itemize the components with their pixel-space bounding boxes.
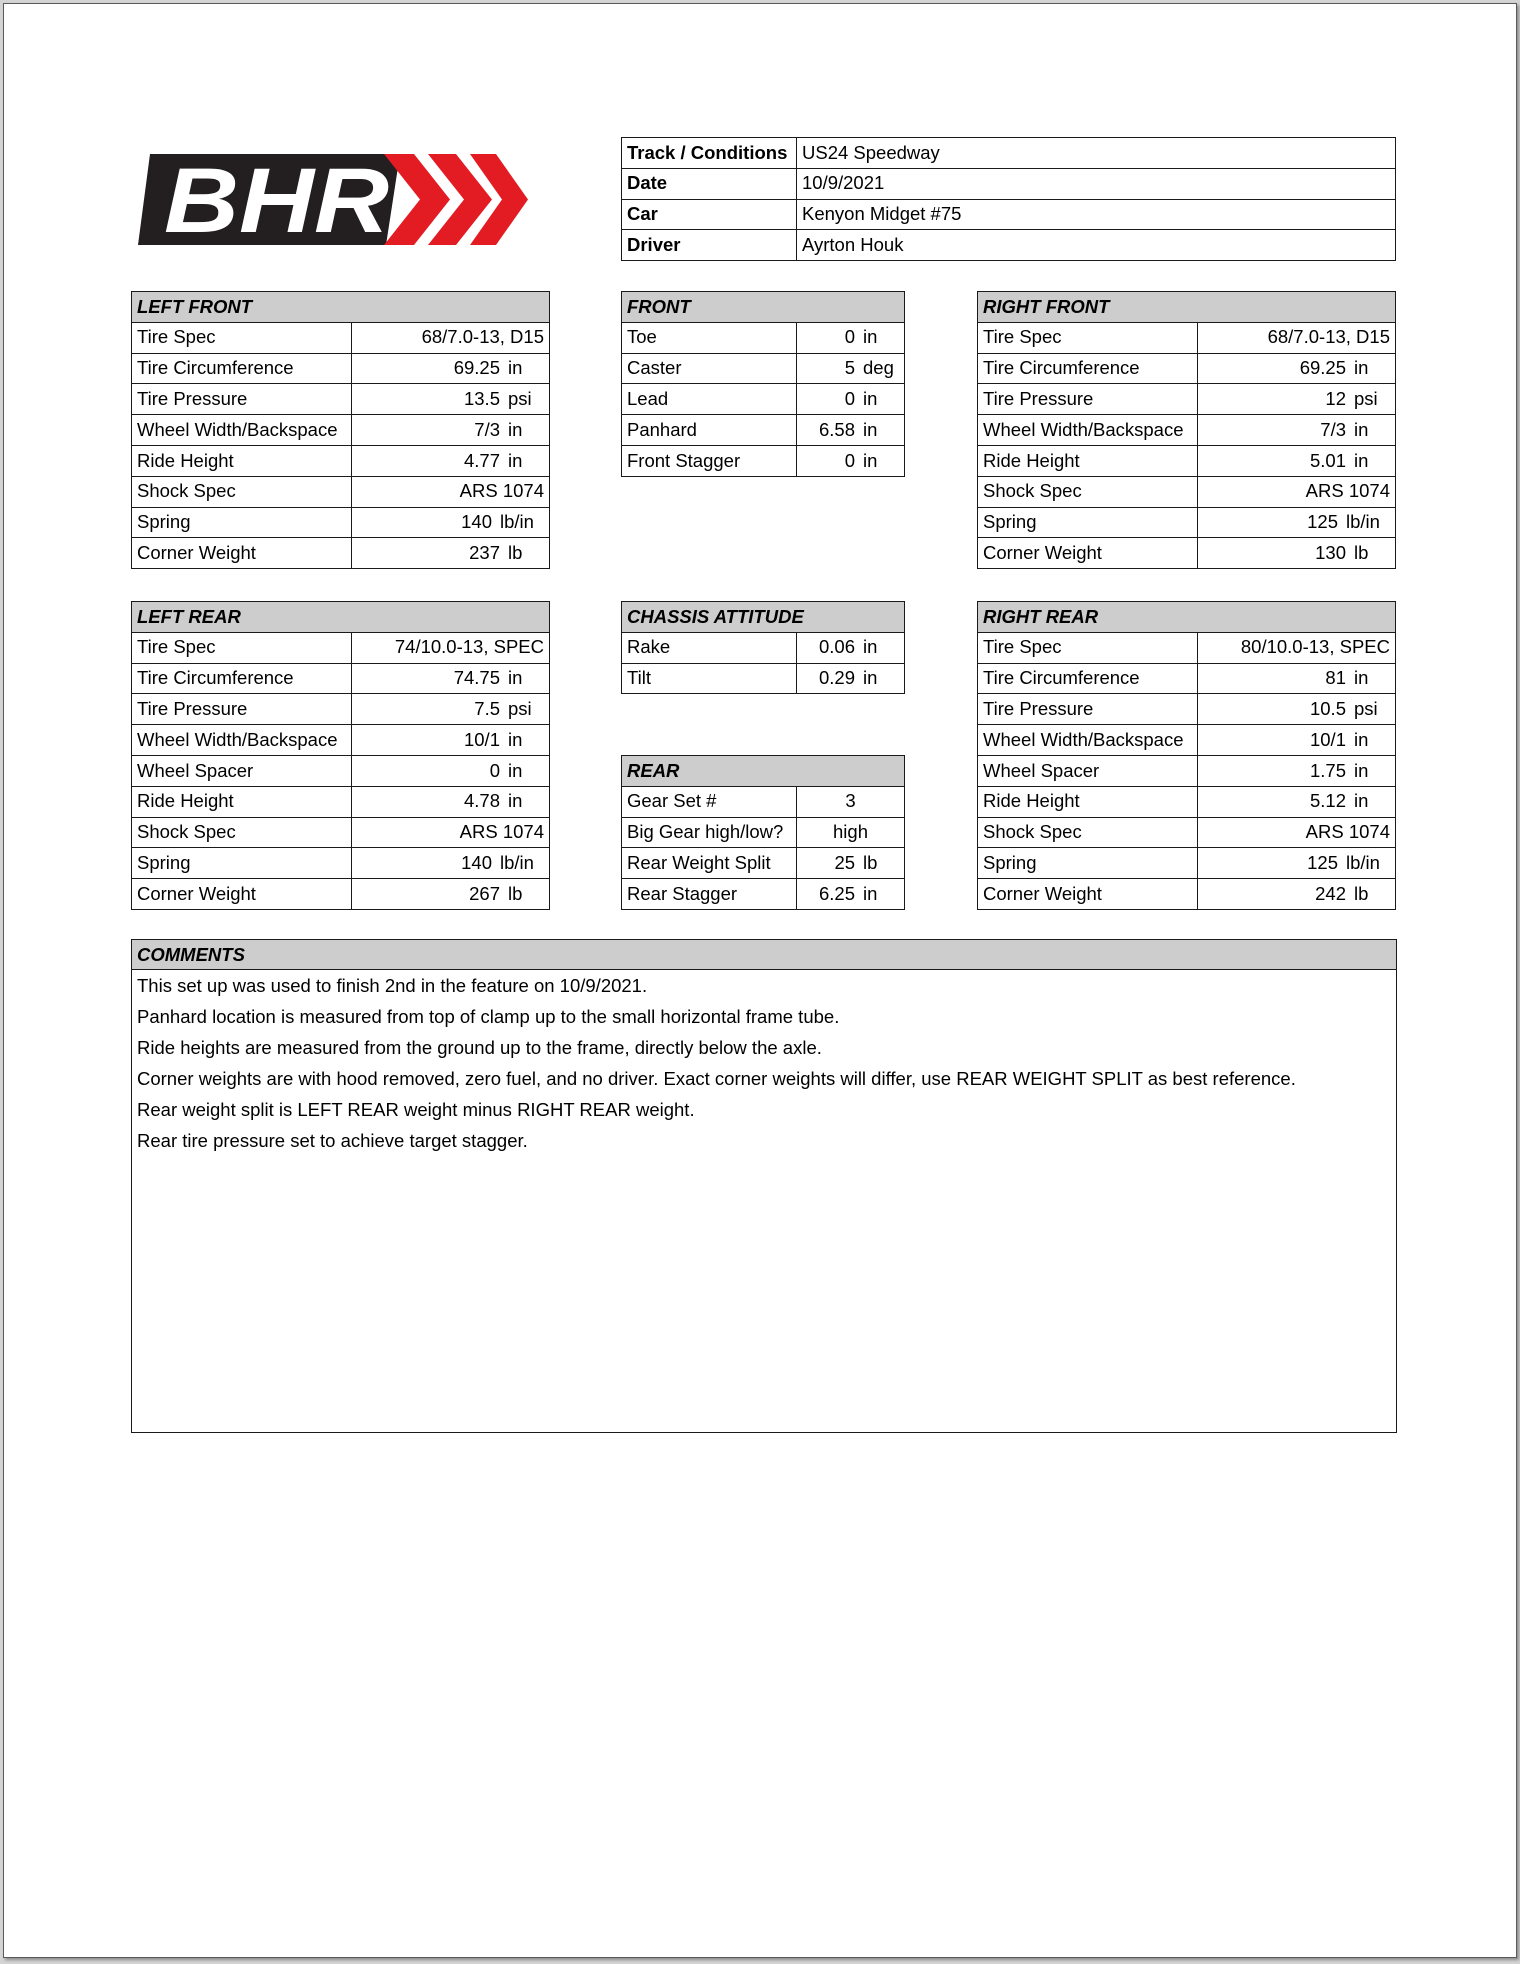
row-label: Big Gear high/low?	[622, 817, 797, 848]
row-value-cell	[797, 445, 905, 476]
row-label: Spring	[132, 507, 352, 538]
table-row	[132, 879, 550, 910]
row-value-cell	[797, 786, 905, 817]
table-row	[978, 694, 1396, 725]
row-unit: in	[863, 667, 878, 689]
table-row	[978, 538, 1396, 569]
row-value: 80/10.0-13, SPEC	[1240, 636, 1390, 658]
table-row	[622, 322, 905, 353]
row-value: 10/1	[1309, 728, 1346, 750]
row-label: Wheel Width/Backspace	[132, 415, 352, 446]
info-label: Car	[622, 199, 797, 230]
row-label: Panhard	[622, 415, 797, 446]
rear-header: REAR	[622, 756, 905, 787]
row-label: Wheel Width/Backspace	[978, 725, 1198, 756]
table-row	[978, 786, 1396, 817]
comments-body	[132, 970, 1396, 1156]
row-value: 0.29	[818, 667, 855, 689]
row-unit: in	[863, 418, 878, 440]
info-table	[621, 137, 1396, 261]
row-value-cell	[797, 663, 905, 694]
row-value-cell	[1198, 322, 1396, 353]
row-value: 140	[461, 511, 492, 533]
row-label: Wheel Width/Backspace	[132, 725, 352, 756]
row-label: Wheel Spacer	[132, 755, 352, 786]
row-value-cell	[1198, 817, 1396, 848]
table-row	[978, 632, 1396, 663]
table-row	[978, 384, 1396, 415]
row-unit: in	[508, 728, 523, 750]
table-row	[622, 445, 905, 476]
row-value: 7.5	[474, 698, 500, 720]
table-row	[978, 848, 1396, 879]
row-label: Corner Weight	[978, 879, 1198, 910]
table-row	[978, 879, 1396, 910]
chassis-attitude-table	[621, 601, 905, 694]
row-label: Spring	[132, 848, 352, 879]
row-unit: lb	[863, 852, 878, 874]
row-value-cell	[352, 725, 550, 756]
row-value: 125	[1307, 852, 1338, 874]
table-row	[132, 663, 550, 694]
front-header: FRONT	[622, 292, 905, 323]
row-value-cell	[797, 353, 905, 384]
row-value-cell	[352, 538, 550, 569]
row-value: ARS 1074	[1305, 480, 1390, 502]
table-row	[622, 415, 905, 446]
row-label: Tire Pressure	[132, 384, 352, 415]
row-label: Rake	[622, 632, 797, 663]
row-value-cell	[352, 663, 550, 694]
comment-line: Corner weights are with hood removed, zero fuel, and no driver. Exact corner weights will differ, use REAR WEIGHT SPLIT as best reference.	[137, 1068, 1296, 1089]
row-unit: in	[508, 418, 523, 440]
info-row	[622, 199, 1396, 230]
row-value: 5	[844, 357, 855, 379]
row-label: Caster	[622, 353, 797, 384]
table-row	[132, 725, 550, 756]
info-row	[622, 138, 1396, 169]
row-label: Corner Weight	[132, 879, 352, 910]
row-value: 0.06	[818, 636, 855, 658]
row-value: 74/10.0-13, SPEC	[394, 636, 544, 658]
svg-text:BHR: BHR	[164, 154, 389, 245]
row-label: Ride Height	[132, 445, 352, 476]
table-row	[978, 663, 1396, 694]
row-unit: in	[863, 388, 878, 410]
row-value-cell	[797, 632, 905, 663]
bhr-logo	[138, 154, 528, 245]
row-unit: in	[863, 326, 878, 348]
row-value: 6.58	[818, 418, 855, 440]
table-row	[622, 786, 905, 817]
row-value-cell	[352, 445, 550, 476]
row-value: 0	[844, 449, 855, 471]
row-label: Corner Weight	[978, 538, 1198, 569]
table-row	[132, 445, 550, 476]
row-value-cell	[797, 817, 905, 848]
row-value: ARS 1074	[459, 821, 544, 843]
row-unit: in	[1354, 667, 1369, 689]
row-unit: in	[1354, 357, 1369, 379]
row-label: Corner Weight	[132, 538, 352, 569]
table-row	[622, 879, 905, 910]
row-value: 10/1	[463, 728, 500, 750]
table-row	[978, 817, 1396, 848]
table-row	[622, 384, 905, 415]
row-value-cell	[797, 879, 905, 910]
row-value-cell	[352, 817, 550, 848]
row-unit: in	[508, 357, 523, 379]
row-unit: in	[508, 667, 523, 689]
row-value-cell	[1198, 879, 1396, 910]
row-unit: in	[863, 636, 878, 658]
row-unit: in	[863, 882, 878, 904]
row-value-cell	[1198, 415, 1396, 446]
row-unit: psi	[508, 388, 532, 410]
table-row	[132, 322, 550, 353]
row-label: Toe	[622, 322, 797, 353]
table-row	[132, 353, 550, 384]
row-value: 140	[461, 852, 492, 874]
table-row	[132, 786, 550, 817]
row-label: Tilt	[622, 663, 797, 694]
row-label: Tire Circumference	[978, 663, 1198, 694]
row-value-cell	[797, 322, 905, 353]
comment-line: Ride heights are measured from the ground up to the frame, directly below the axle.	[137, 1037, 822, 1058]
row-unit: lb	[1354, 882, 1369, 904]
row-label: Tire Spec	[978, 322, 1198, 353]
row-label: Spring	[978, 848, 1198, 879]
row-value: 69.25	[1299, 357, 1346, 379]
row-unit: in	[1354, 759, 1369, 781]
row-value: 6.25	[819, 882, 856, 904]
table-row	[132, 817, 550, 848]
row-value-cell	[1198, 663, 1396, 694]
row-value: 12	[1325, 388, 1346, 410]
row-unit: psi	[508, 698, 532, 720]
comment-line: Rear weight split is LEFT REAR weight minus RIGHT REAR weight.	[137, 1099, 695, 1120]
row-value-cell	[352, 786, 550, 817]
row-value: 4.78	[463, 790, 500, 812]
row-label: Shock Spec	[132, 817, 352, 848]
row-value: 74.75	[453, 667, 500, 689]
info-label: Driver	[622, 230, 797, 261]
row-value: 25	[834, 852, 856, 874]
row-label: Tire Spec	[132, 322, 352, 353]
right-rear-table	[977, 601, 1396, 910]
row-unit: psi	[1354, 388, 1378, 410]
table-row	[132, 476, 550, 507]
table-row	[978, 755, 1396, 786]
row-unit: lb	[508, 542, 523, 564]
info-row	[622, 230, 1396, 261]
row-value: 4.77	[463, 449, 500, 471]
row-value-cell	[1198, 725, 1396, 756]
row-value-cell	[1198, 538, 1396, 569]
row-label: Spring	[978, 507, 1198, 538]
row-value: 68/7.0-13, D15	[1267, 326, 1390, 348]
row-value: 130	[1315, 542, 1346, 564]
row-value-cell	[1198, 476, 1396, 507]
row-value: ARS 1074	[459, 480, 544, 502]
row-unit: lb/in	[1346, 511, 1380, 533]
comment-line: This set up was used to finish 2nd in the feature on 10/9/2021.	[137, 975, 648, 996]
row-label: Tire Spec	[132, 632, 352, 663]
row-value-cell	[352, 694, 550, 725]
table-row	[132, 538, 550, 569]
row-value-cell	[1198, 445, 1396, 476]
table-row	[978, 415, 1396, 446]
right-front-header: RIGHT FRONT	[978, 292, 1396, 323]
row-value: 7/3	[474, 418, 500, 440]
info-label: Track / Conditions	[622, 138, 797, 169]
table-row	[978, 322, 1396, 353]
table-row	[978, 507, 1396, 538]
table-row	[622, 632, 905, 663]
row-value-cell	[352, 755, 550, 786]
table-row	[132, 415, 550, 446]
table-row	[978, 725, 1396, 756]
right-rear-header: RIGHT REAR	[978, 602, 1396, 633]
row-unit: lb/in	[1346, 852, 1380, 874]
row-unit: in	[508, 759, 523, 781]
row-value: 125	[1307, 511, 1338, 533]
row-label: Tire Circumference	[132, 663, 352, 694]
row-value-cell	[352, 384, 550, 415]
row-label: Ride Height	[132, 786, 352, 817]
row-unit: in	[1354, 790, 1369, 812]
table-row	[978, 445, 1396, 476]
row-label: Shock Spec	[132, 476, 352, 507]
row-value: 1.75	[1309, 759, 1346, 781]
row-value: 69.25	[453, 357, 500, 379]
row-value: 13.5	[463, 388, 500, 410]
row-label: Front Stagger	[622, 445, 797, 476]
row-unit: in	[1354, 728, 1369, 750]
row-value: 5.01	[1309, 449, 1346, 471]
table-row	[132, 507, 550, 538]
row-value-cell	[1198, 694, 1396, 725]
info-value: 10/9/2021	[797, 168, 1396, 199]
row-label: Tire Pressure	[978, 384, 1198, 415]
row-label: Rear Weight Split	[622, 848, 797, 879]
table-row	[622, 353, 905, 384]
row-value: 3	[845, 790, 856, 812]
row-label: Lead	[622, 384, 797, 415]
row-unit: lb/in	[500, 852, 534, 874]
row-value: 10.5	[1309, 698, 1346, 720]
info-row	[622, 168, 1396, 199]
right-front-table	[977, 291, 1396, 569]
row-unit: lb	[1354, 542, 1369, 564]
row-unit: in	[508, 790, 523, 812]
info-value: Ayrton Houk	[797, 230, 1396, 261]
row-value: 0	[844, 388, 855, 410]
comments-box	[131, 939, 1397, 1433]
table-row	[622, 817, 905, 848]
row-value-cell	[352, 415, 550, 446]
row-value-cell	[352, 353, 550, 384]
row-value: 0	[489, 759, 500, 781]
row-value: 7/3	[1320, 418, 1346, 440]
row-value: 0	[844, 326, 855, 348]
left-front-table	[131, 291, 550, 569]
row-unit: in	[1354, 418, 1369, 440]
row-value-cell	[1198, 755, 1396, 786]
row-unit: lb	[508, 882, 523, 904]
row-label: Tire Circumference	[132, 353, 352, 384]
row-value-cell	[1198, 786, 1396, 817]
row-value-cell	[352, 507, 550, 538]
row-value: ARS 1074	[1305, 821, 1390, 843]
table-row	[132, 848, 550, 879]
info-label: Date	[622, 168, 797, 199]
row-unit: psi	[1354, 698, 1378, 720]
row-label: Gear Set #	[622, 786, 797, 817]
left-rear-header: LEFT REAR	[132, 602, 550, 633]
row-value: 68/7.0-13, D15	[421, 326, 544, 348]
table-row	[978, 353, 1396, 384]
row-value-cell	[352, 476, 550, 507]
row-label: Shock Spec	[978, 817, 1198, 848]
row-value-cell	[352, 632, 550, 663]
row-unit: deg	[863, 357, 894, 379]
row-value-cell	[797, 848, 905, 879]
row-value-cell	[1198, 848, 1396, 879]
row-label: Tire Circumference	[978, 353, 1198, 384]
row-value-cell	[352, 322, 550, 353]
row-value-cell	[1198, 384, 1396, 415]
row-value: high	[833, 821, 868, 843]
row-label: Wheel Spacer	[978, 755, 1198, 786]
row-value: 267	[469, 882, 500, 904]
chassis-attitude-header: CHASSIS ATTITUDE	[622, 602, 905, 633]
document-page	[3, 3, 1517, 1958]
table-row	[132, 384, 550, 415]
comment-line: Panhard location is measured from top of clamp up to the small horizontal frame tube.	[137, 1006, 840, 1027]
row-value-cell	[352, 848, 550, 879]
row-value-cell	[1198, 632, 1396, 663]
info-value: Kenyon Midget #75	[797, 199, 1396, 230]
table-row	[622, 663, 905, 694]
row-unit: in	[508, 449, 523, 471]
table-row	[978, 476, 1396, 507]
row-label: Ride Height	[978, 786, 1198, 817]
row-value: 5.12	[1309, 790, 1346, 812]
table-row	[622, 848, 905, 879]
row-value-cell	[1198, 507, 1396, 538]
comment-line: Rear tire pressure set to achieve target stagger.	[137, 1130, 528, 1151]
row-value: 242	[1315, 882, 1346, 904]
row-value: 81	[1325, 667, 1346, 689]
rear-table	[621, 755, 905, 910]
row-value-cell	[797, 384, 905, 415]
row-label: Tire Spec	[978, 632, 1198, 663]
table-row	[132, 755, 550, 786]
info-value: US24 Speedway	[797, 138, 1396, 169]
left-rear-table	[131, 601, 550, 910]
row-value-cell	[797, 415, 905, 446]
table-row	[132, 632, 550, 663]
row-value-cell	[352, 879, 550, 910]
row-label: Ride Height	[978, 445, 1198, 476]
comments-header: COMMENTS	[132, 940, 1396, 970]
row-label: Rear Stagger	[622, 879, 797, 910]
info-table-body	[622, 138, 1396, 261]
table-row	[132, 694, 550, 725]
row-label: Wheel Width/Backspace	[978, 415, 1198, 446]
row-unit: in	[1354, 449, 1369, 471]
row-label: Shock Spec	[978, 476, 1198, 507]
row-unit: in	[863, 449, 878, 471]
row-value: 237	[469, 542, 500, 564]
front-table	[621, 291, 905, 477]
left-front-header: LEFT FRONT	[132, 292, 550, 323]
row-label: Tire Pressure	[978, 694, 1198, 725]
row-value-cell	[1198, 353, 1396, 384]
row-unit: lb/in	[500, 511, 534, 533]
row-label: Tire Pressure	[132, 694, 352, 725]
